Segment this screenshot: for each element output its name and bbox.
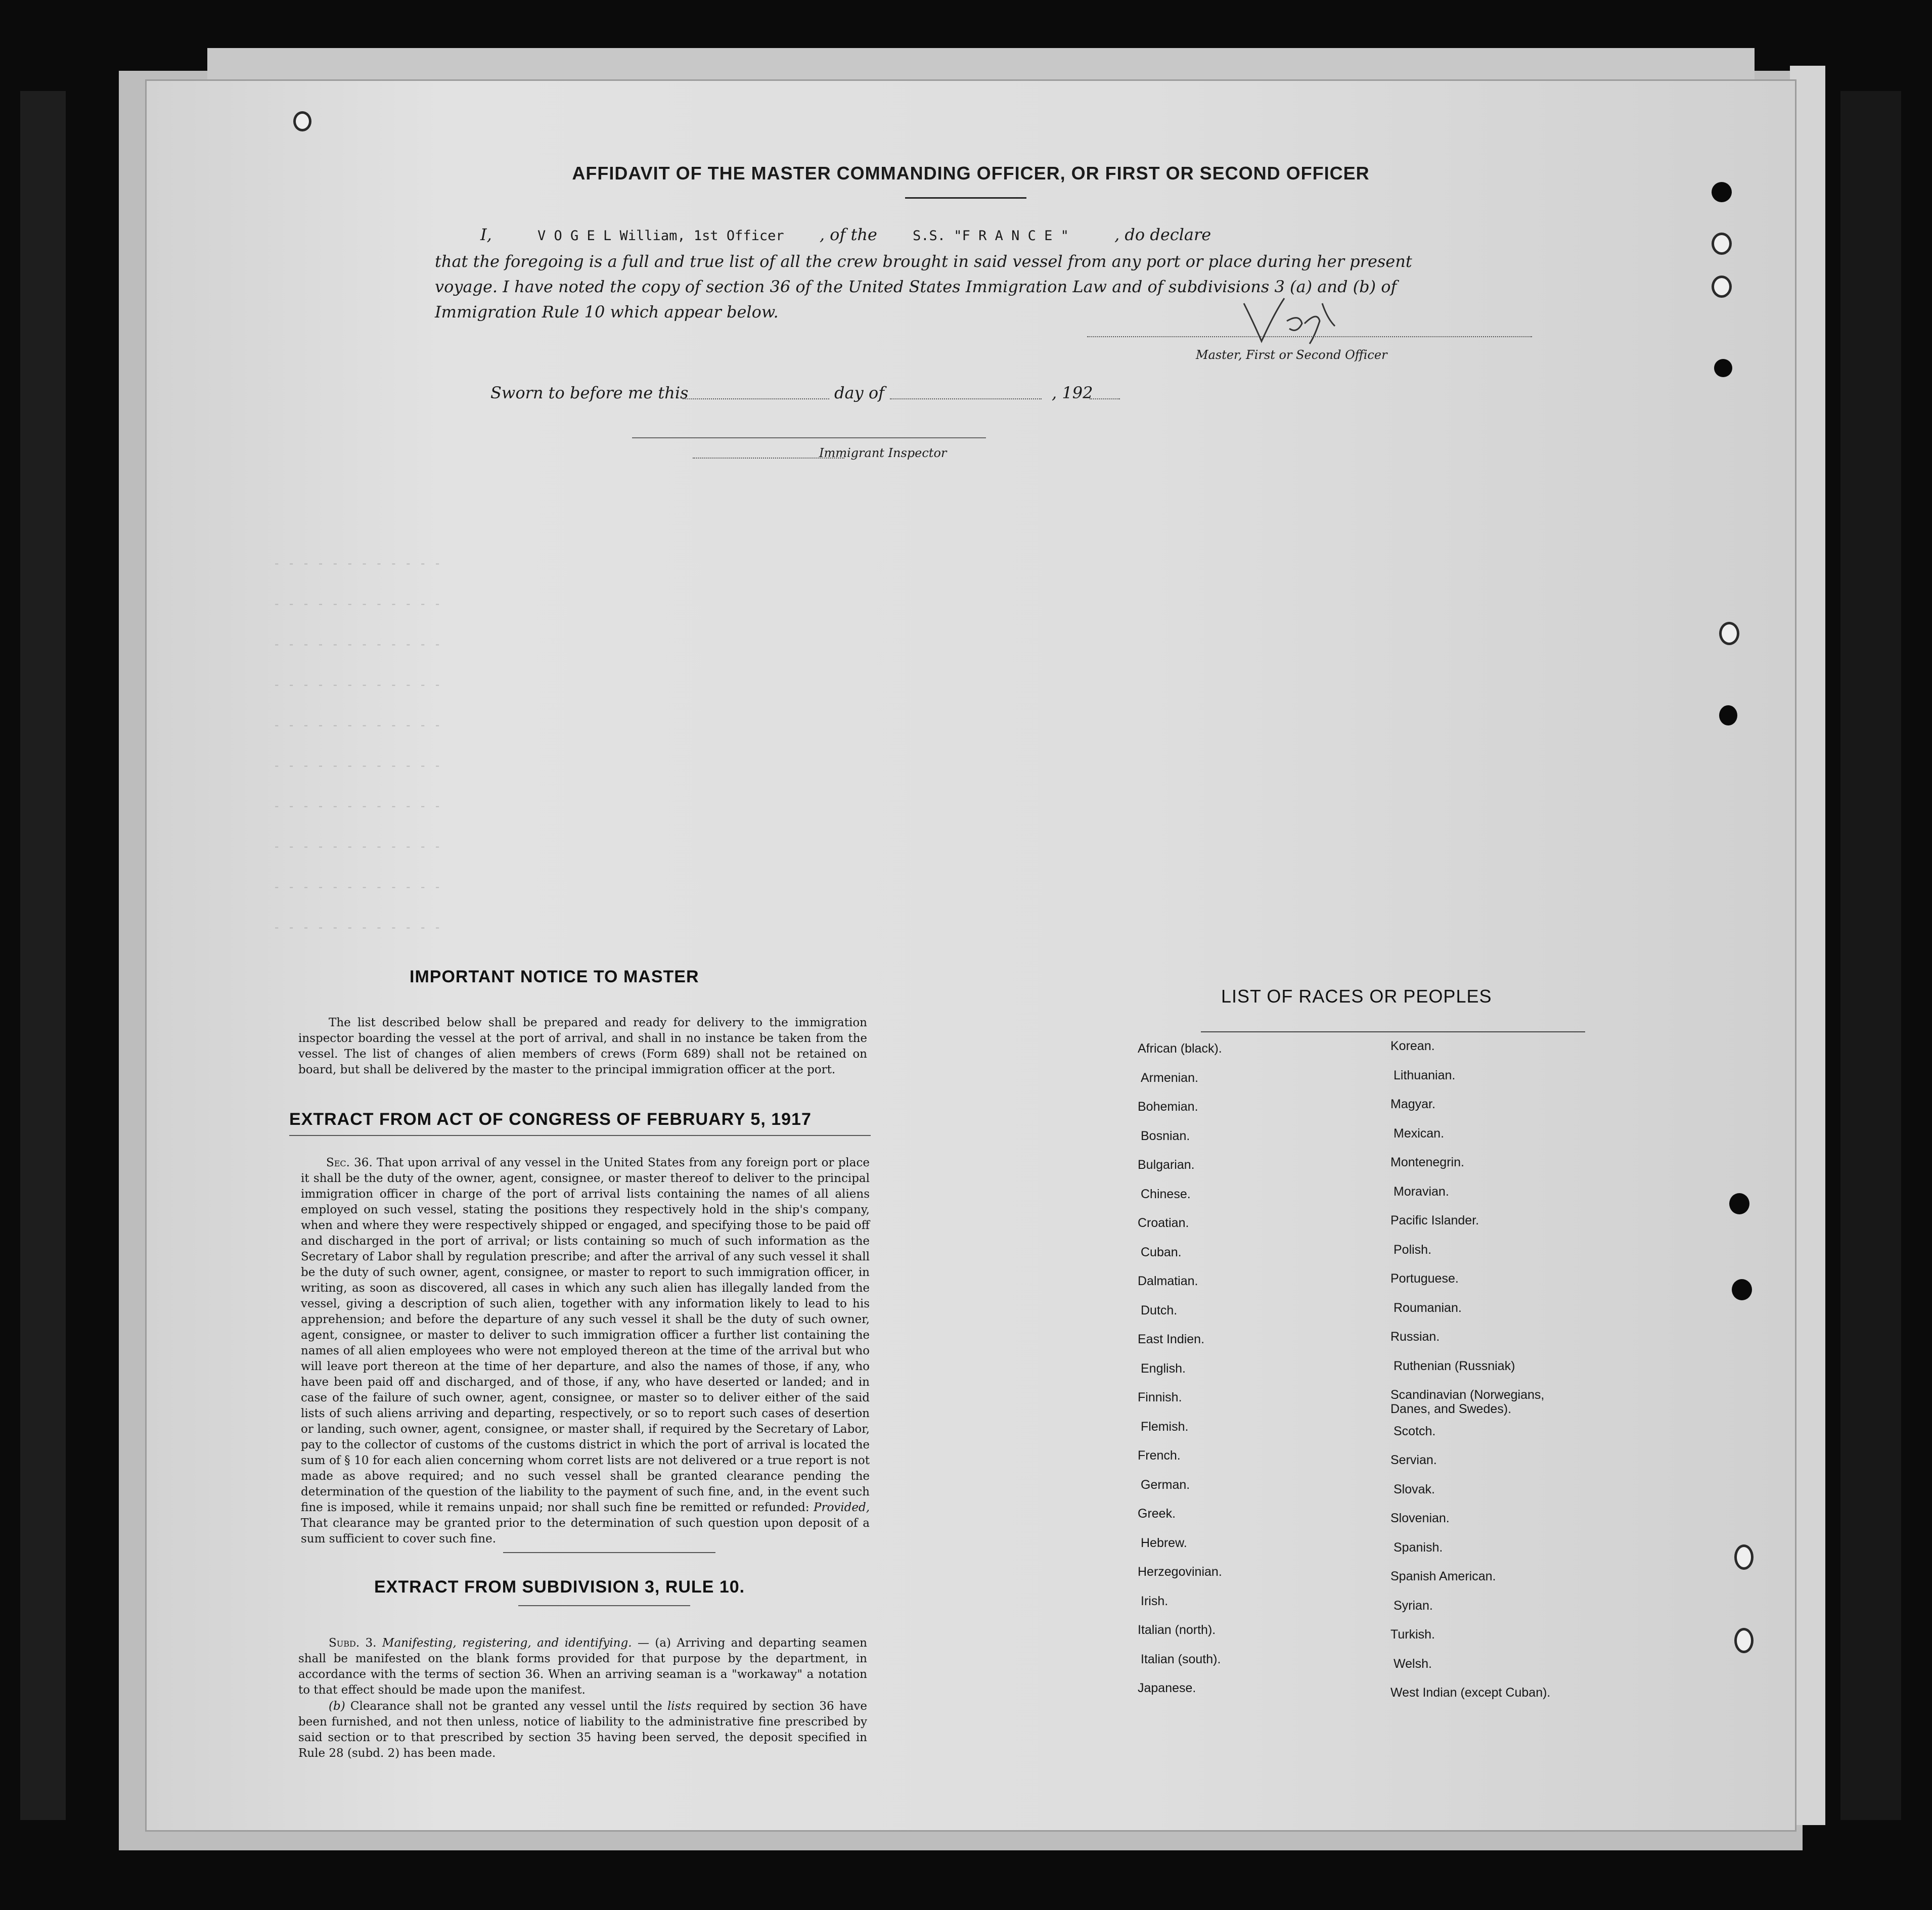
sworn-year: , 192 — [1052, 383, 1093, 402]
film-edge-left — [20, 91, 66, 1820]
sworn-day-of: day of — [834, 383, 884, 402]
declaration-line-4: Immigration Rule 10 which appear below. — [435, 302, 779, 322]
race-item: Armenian. — [1141, 1070, 1198, 1085]
signature-caption: Master, First or Second Officer — [1196, 348, 1387, 362]
underlying-sheet-right — [1790, 66, 1825, 1825]
race-item: Dutch. — [1141, 1303, 1178, 1317]
race-item: Russian. — [1390, 1330, 1440, 1344]
race-item: Mexican. — [1394, 1126, 1445, 1141]
race-item: Slovenian. — [1390, 1511, 1450, 1525]
officer-signature — [1239, 293, 1340, 349]
race-item: Welsh. — [1394, 1656, 1432, 1671]
race-item: Spanish. — [1394, 1540, 1443, 1555]
sworn-label: Sworn to before me this — [490, 383, 689, 402]
section-36-text: That upon arrival of any vessel in the United States from any foreign port or place it shall be the duty of the owner, agent, consignee, or master thereof to deliver to the principal immigration officer in charge of the port of arrival lists containing the names of all aliens employed on such vessel, stating the positions they respectively hold in the ship's company, when and where they were respectively shipped or engaged, and specifying those to be paid off and discharged in the port of arrival; or lists containing so much of such information as the Secretary of Labor shall by regulation prescribe; and after the arrival of any such vessel it shall be the duty of such owner, agent, consignee, or master to report to such immigration officer, in writing, as soon as discovered, all cases in which any such alien has illegally landed from the vessel, giving a description of such alien, together with any information likely to lead to his apprehension; and before the departure of any such vessel it shall be the duty of such owner, agent, consignee, or master to deliver to such immigration officer a further list containing the names of all alien employees who were not employed thereon at the time of the arrival but who will leave port thereon at the time of her departure, and also the names of those, if any, who have been paid off and discharged, and of those, if any, who have deserted or landed; and in case of the failure of such owner, agent, consignee, or master so to deliver either of the said lists of such aliens arriving and departing, respectively, or so to report such cases of desertion or landing, such owner, agent, consignee, or master shall, if required by the Secretary of Labor, pay to the collector of customs of the customs district in which the port of arrival is located the sum of § 10 for each alien concerning whom corret lists are not delivered or a true report is not made as above required; and no such vessel shall be granted clearance pending the determination of the question of the liability to the payment of such fine, and, in the event such fine is imposed, while it remains unpaid; nor shall such fine be remitted or refunded: — [301, 1156, 870, 1514]
notice-text: The list described below shall be prepared and ready for delivery to the immigration inspector boarding the vessel at the port of arrival, and shall in no instance be taken from the vessel. The list of changes of alien members of crews (Form 689) shall not be retained on board, but shall be delivered by the master to the principal immigration officer at the port. — [298, 1016, 867, 1076]
punch-hole — [1714, 359, 1732, 377]
race-item: Montenegrin. — [1390, 1155, 1464, 1169]
declaration-line-3: voyage. I have noted the copy of section 36 of the United States Immigration Law and of subdivisions 3 (a) and (b) of — [435, 277, 1397, 296]
race-item: Cuban. — [1141, 1245, 1182, 1259]
notice-title: IMPORTANT NOTICE TO MASTER — [410, 967, 699, 986]
race-item: West Indian (except Cuban). — [1390, 1686, 1551, 1700]
race-item: Ruthenian (Russniak) — [1394, 1358, 1515, 1373]
race-item: Korean. — [1390, 1039, 1435, 1053]
sworn-month-line — [890, 398, 1042, 399]
races-rule — [1201, 1031, 1585, 1032]
punch-hole — [1729, 1193, 1749, 1214]
race-item: Moravian. — [1394, 1184, 1449, 1199]
race-item: East Indien. — [1138, 1332, 1205, 1346]
race-item: Chinese. — [1141, 1187, 1191, 1201]
race-item: Spanish American. — [1390, 1569, 1496, 1583]
race-item: Herzegovinian. — [1138, 1565, 1222, 1579]
race-item: Flemish. — [1141, 1419, 1189, 1434]
provided-label: Provided, — [813, 1501, 870, 1514]
punch-hole — [1719, 705, 1737, 725]
race-item: Bosnian. — [1141, 1128, 1190, 1143]
races-title: LIST OF RACES OR PEOPLES — [1221, 986, 1492, 1007]
title-underline — [905, 197, 1026, 199]
race-item: Italian (south). — [1141, 1652, 1221, 1666]
punch-hole — [1732, 1279, 1752, 1300]
affidavit-title: AFFIDAVIT OF THE MASTER COMMANDING OFFICER, OR FIRST OR SECOND OFFICER — [572, 163, 1370, 184]
race-item: Japanese. — [1138, 1681, 1196, 1695]
race-item: English. — [1141, 1361, 1186, 1376]
race-item: Roumanian. — [1394, 1300, 1462, 1315]
race-item: Polish. — [1394, 1242, 1432, 1257]
punch-hole — [1712, 182, 1732, 202]
race-item: Turkish. — [1390, 1627, 1435, 1642]
race-item: Pacific Islander. — [1390, 1213, 1479, 1227]
race-item: Hebrew. — [1141, 1535, 1187, 1550]
race-item: Slovak. — [1394, 1482, 1435, 1496]
rule-extract-title: EXTRACT FROM SUBDIVISION 3, RULE 10. — [374, 1577, 745, 1597]
race-item: Scotch. — [1394, 1424, 1436, 1438]
race-item: Dalmatian. — [1138, 1274, 1198, 1288]
race-item: African (black). — [1138, 1041, 1222, 1056]
race-item: Servian. — [1390, 1453, 1437, 1467]
subd-heading: Manifesting, registering, and identifying. — [382, 1636, 632, 1650]
race-item: French. — [1138, 1448, 1181, 1463]
race-item: Italian (north). — [1138, 1623, 1216, 1637]
punch-hole — [293, 111, 311, 131]
officer-name-field: V O G E L William, 1st Officer — [537, 228, 784, 244]
act-extract-title: EXTRACT FROM ACT OF CONGRESS OF FEBRUARY 5, 1917 — [289, 1110, 812, 1129]
rule-extract-rule — [518, 1605, 690, 1606]
race-item: Portuguese. — [1390, 1271, 1459, 1286]
race-item: Bohemian. — [1138, 1100, 1198, 1114]
race-item: German. — [1141, 1477, 1190, 1492]
race-item: Bulgarian. — [1138, 1158, 1195, 1172]
punch-hole — [1712, 276, 1732, 298]
inspector-signature-line — [632, 437, 986, 438]
race-item: Finnish. — [1138, 1390, 1182, 1404]
race-item: Croatian. — [1138, 1216, 1189, 1230]
race-item: Magyar. — [1390, 1097, 1435, 1111]
punch-hole — [1734, 1544, 1754, 1570]
film-edge-right — [1840, 91, 1901, 1820]
race-item: Irish. — [1141, 1594, 1169, 1608]
race-item: Scandinavian (Norwegians, Danes, and Swedes). — [1390, 1388, 1545, 1416]
act-extract-rule — [289, 1135, 871, 1136]
inspector-caption: Immigrant Inspector — [819, 446, 947, 460]
race-item: Syrian. — [1394, 1598, 1433, 1613]
race-item: Greek. — [1138, 1507, 1176, 1521]
section-label: Sec. 36. — [326, 1156, 373, 1169]
race-item: Lithuanian. — [1394, 1068, 1456, 1082]
bleed-through-columns: - - - - - - - - - - - - - - - - - - - - - - - - - - - - - - - - - - - - - - - - - - - - - - - - - - - - - - - - - - - - - - - - - - - - - - - - - - - - - - - - - - - - - - - - - - - - - - - - - - - - - - - - - - - - - - - - - - - - - - - - — [273, 556, 441, 934]
rule-extract-rule-top — [503, 1552, 715, 1553]
rule-subd-b: (b) Clearance shall not be granted any vessel until the lists required by section 36 have been furnished, and not then unless, notice of liability to the administrative fine prescribed by said section or to that prescribed by section 35 having been served, the deposit specified in Rule 28 (subd. 2) has been made. — [298, 1700, 868, 1760]
sworn-year-line — [1090, 398, 1120, 399]
punch-hole — [1719, 622, 1739, 645]
punch-hole — [1734, 1628, 1754, 1653]
section-36-text-end: That clearance may be granted prior to the determination of such question upon deposit of a sum sufficient to cover such fine. — [301, 1517, 870, 1545]
sworn-day-line — [683, 398, 829, 399]
document-page — [147, 81, 1795, 1830]
rule-subd-a: Subd. 3. Manifesting, registering, and identifying. — (a) Arriving and departing seamen shall be manifested on the blank forms provided for that purpose by the department, in accordance with the terms of section 36. When an arriving seaman is a "workaway" a notation to that effect should be made upon the manifest. — [298, 1636, 867, 1697]
declaration-line-2: that the foregoing is a full and true list of all the crew brought in said vessel from any port or place during her present — [435, 252, 1412, 271]
declaration-line-1: I, V O G E L William, 1st Officer , of the S.S. "F R A N C E " , do declare — [480, 225, 1211, 244]
vessel-name-field: S.S. "F R A N C E " — [913, 228, 1069, 244]
act-extract-text — [301, 1155, 870, 1547]
punch-hole — [1712, 233, 1732, 255]
